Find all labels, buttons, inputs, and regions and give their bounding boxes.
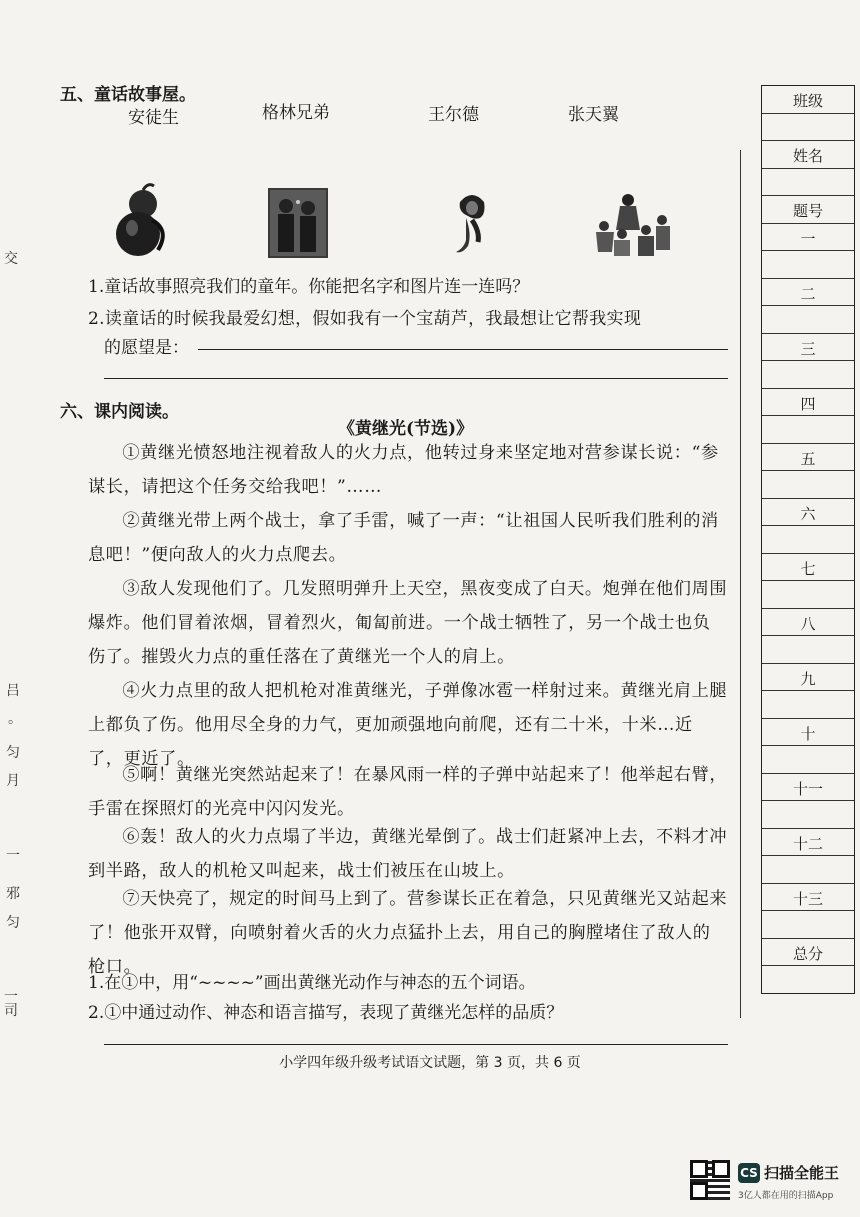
margin-text: 一 (6, 848, 20, 864)
passage-paragraph: ②黄继光带上两个战士，拿了手雷，喊了一声：“让祖国人民听我们胜利的消息吧！”便向敌人的火力点爬去。 (88, 511, 719, 565)
score-table-blank-cell[interactable] (762, 416, 854, 444)
score-table-label: 十三 (762, 884, 854, 912)
section6-question-2: 2.①中通过动作、神态和语言描写，表现了黄继光怎样的品质？ (88, 1003, 564, 1023)
score-table-label: 十二 (762, 829, 854, 857)
score-table-blank-cell[interactable] (762, 251, 854, 279)
score-table-label: 九 (762, 664, 854, 692)
score-table-blank-cell[interactable] (762, 911, 854, 939)
score-table-blank-cell[interactable] (762, 691, 854, 719)
passage-paragraph: ③敌人发现他们了。几发照明弹升上天空，黑夜变成了白天。炮弹在他们周围爆炸。他们冒着浓烟，冒着烈火，匍匐前进。一个战士牺牲了，另一个战士也负伤了。摧毁火力点的重任落在了黄继光一个人的肩上。 (88, 579, 728, 667)
section5-question-2-cont: 的愿望是： (104, 338, 189, 358)
author-name: 王尔德 (428, 105, 479, 125)
margin-text: 交 (4, 251, 18, 267)
score-table-blank-cell[interactable] (762, 746, 854, 774)
score-table-label: 二 (762, 279, 854, 307)
margin-text: 月 (6, 773, 20, 789)
score-table-label: 七 (762, 554, 854, 582)
score-table-label: 十一 (762, 774, 854, 802)
scanner-app-name: 扫描全能王 (764, 1164, 840, 1182)
section5-question-1: 1.童话故事照亮我们的童年。你能把名字和图片连一连吗？ (88, 277, 530, 297)
qr-code-icon (690, 1160, 730, 1200)
footer-divider (104, 1044, 728, 1045)
score-table-label: 姓名 (762, 141, 854, 169)
page-footer: 小学四年级升级考试语文试题，第 3 页，共 6 页 (279, 1055, 581, 1071)
passage-paragraph: ⑦天快亮了，规定的时间马上到了。营参谋长正在着急，只见黄继光又站起来了！他张开双臂，向喷射着火舌的火力点猛扑上去，用自己的胸膛堵住了敌人的枪口。 (88, 889, 728, 977)
score-table-blank-cell[interactable] (762, 526, 854, 554)
section5-title: 五、童话故事屋。 (60, 85, 196, 105)
margin-text: 吕 (6, 683, 20, 699)
margin-text: 匀 (6, 915, 20, 931)
author-name: 安徒生 (128, 108, 179, 128)
passage-title: 《黄继光(节选)》 (338, 419, 474, 439)
gourd-image (108, 180, 178, 258)
margin-text: 一 (4, 989, 18, 1005)
score-table-label: 十 (762, 719, 854, 747)
score-table-label: 总分 (762, 939, 854, 967)
passage-paragraph: ①黄继光愤怒地注视着敌人的火力点，他转过身来坚定地对营参谋长说：“参谋长，请把这个任务交给我吧！”…… (88, 443, 719, 497)
score-table-label: 一 (762, 224, 854, 252)
margin-text: 司 (4, 1003, 18, 1019)
passage-paragraph: ⑥轰！敌人的火力点塌了半边，黄继光晕倒了。战士们赶紧冲上去，不料才冲到半路，敌人的机枪又叫起来，战士们被压在山坡上。 (88, 827, 728, 881)
score-table-label: 四 (762, 389, 854, 417)
score-table (761, 85, 855, 994)
score-table-blank-cell[interactable] (762, 169, 854, 197)
passage-paragraph: ⑤啊！黄继光突然站起来了！在暴风雨一样的子弹中站起来了！他举起右臂，手雷在探照灯的光亮中闪闪发光。 (88, 765, 728, 819)
margin-text: 。 (8, 711, 22, 727)
score-table-label: 五 (762, 444, 854, 472)
score-table-label: 题号 (762, 196, 854, 224)
score-table-blank-cell[interactable] (762, 471, 854, 499)
scanner-logo-icon: CS (738, 1163, 760, 1183)
margin-text: 匀 (6, 745, 20, 761)
answer-line[interactable] (104, 378, 728, 379)
author-name: 格林兄弟 (262, 103, 330, 123)
score-table-blank-cell[interactable] (762, 636, 854, 664)
section6-question-1: 1.在①中，用“~~~~”画出黄继光动作与神态的五个词语。 (88, 973, 536, 993)
binding-line (740, 150, 741, 1018)
score-table-label: 八 (762, 609, 854, 637)
margin-text: 邪 (6, 886, 20, 902)
score-table-blank-cell[interactable] (762, 581, 854, 609)
answer-line[interactable] (198, 349, 728, 350)
score-table-blank-cell[interactable] (762, 114, 854, 142)
score-table-blank-cell[interactable] (762, 856, 854, 884)
score-table-label: 六 (762, 499, 854, 527)
score-table-blank-cell[interactable] (762, 306, 854, 334)
section5-question-2: 2.读童话的时候我最爱幻想，假如我有一个宝葫芦，我最想让它帮我实现 (88, 309, 642, 329)
score-table-blank-cell[interactable] (762, 966, 854, 993)
scanner-tagline: 3亿人都在用的扫描App (738, 1191, 834, 1201)
author-name: 张天翼 (568, 105, 619, 125)
score-table-label: 三 (762, 334, 854, 362)
section6-title: 六、课内阅读。 (60, 402, 179, 422)
score-table-label: 班级 (762, 86, 854, 114)
score-table-blank-cell[interactable] (762, 801, 854, 829)
brothers-photo-image (268, 188, 328, 258)
passage-paragraph: ④火力点里的敌人把机枪对准黄继光，子弹像冰雹一样射过来。黄继光肩上腿上都负了伤。他用尽全身的力气，更加顽强地向前爬，还有二十米，十米…近了，更近了。 (88, 681, 728, 769)
dwarfs-image (592, 190, 672, 260)
mermaid-image (452, 190, 492, 260)
score-table-blank-cell[interactable] (762, 361, 854, 389)
